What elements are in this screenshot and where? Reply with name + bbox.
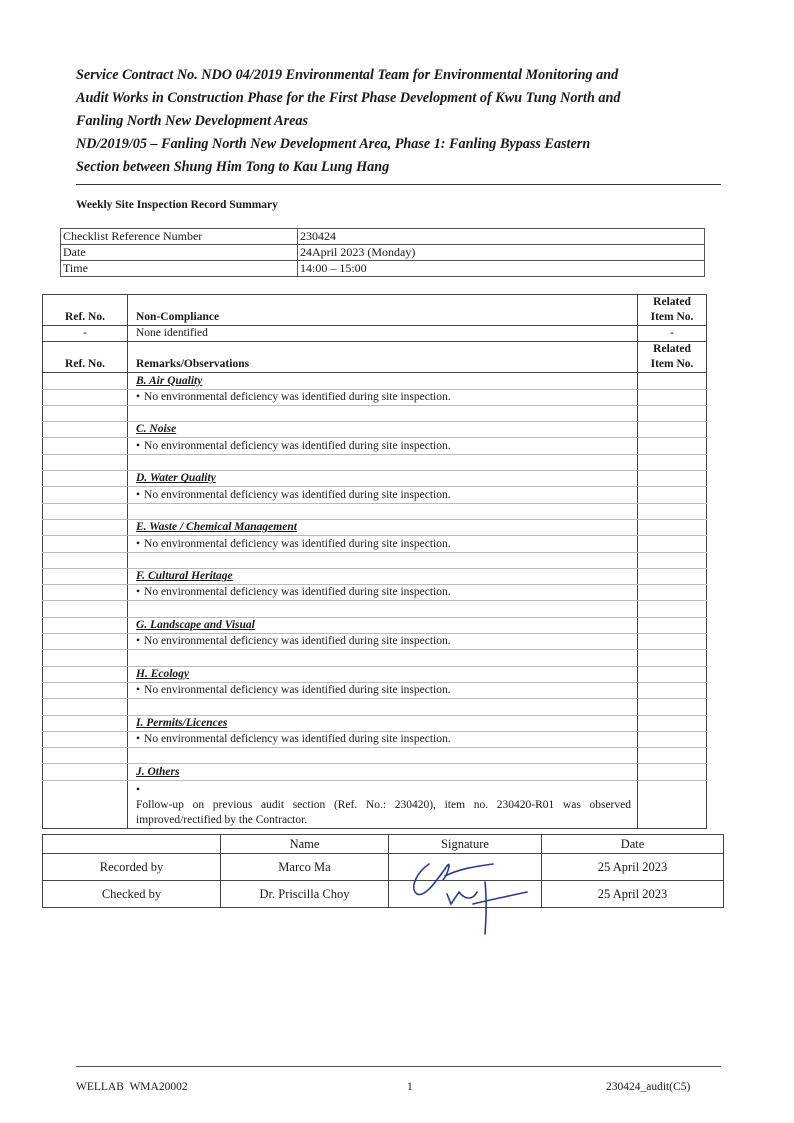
spacer-row xyxy=(43,748,707,764)
section-heading-row xyxy=(43,617,707,633)
section-item-row xyxy=(43,731,707,747)
signature-mark xyxy=(389,850,541,930)
section-heading: B. Air Quality xyxy=(136,374,203,387)
noncompliance-header-row xyxy=(43,295,707,326)
section-item-row xyxy=(43,634,707,650)
spacer-row xyxy=(43,454,707,470)
section-heading-row xyxy=(43,471,707,487)
page-number: 1 xyxy=(407,1081,413,1093)
info-label: Time xyxy=(61,261,298,277)
section-heading-row xyxy=(43,373,707,389)
section-item-row xyxy=(43,487,707,503)
section-heading: D. Water Quality xyxy=(136,472,216,485)
section-heading: I. Permits/Licences xyxy=(136,716,228,729)
section-item: No environmental deficiency was identified during site inspection. xyxy=(144,390,451,403)
title-line: ND/2019/05 – Fanling North New Development Area, Phase 1: Fanling Bypass Eastern xyxy=(76,136,591,152)
role-cell: Checked by xyxy=(43,881,221,908)
info-label: Checklist Reference Number xyxy=(61,229,298,245)
name-header: Name xyxy=(221,835,389,854)
name-cell: Marco Ma xyxy=(221,854,389,881)
noncompliance-row xyxy=(43,326,707,342)
noncompliance-text: None identified xyxy=(128,326,638,342)
inspection-info-table xyxy=(60,228,705,277)
bullet-icon: • xyxy=(136,783,141,796)
related-header-line: Item No. xyxy=(650,311,694,323)
section-item-row xyxy=(43,389,707,405)
signoff-header-row xyxy=(43,835,724,854)
name-cell: Dr. Priscilla Choy xyxy=(221,881,389,908)
ref-header: Ref. No. xyxy=(43,295,128,326)
bullet-icon: • xyxy=(136,537,141,550)
info-value: 230424 xyxy=(298,229,705,245)
section-item-row xyxy=(43,585,707,601)
section-item: No environmental deficiency was identified during site inspection. xyxy=(144,733,451,746)
section-item-row xyxy=(43,438,707,454)
section-heading-row xyxy=(43,568,707,584)
info-value: 24April 2023 (Monday) xyxy=(298,245,705,261)
date-cell: 25 April 2023 xyxy=(542,854,724,881)
footer-file-ref: 230424_audit(C5) xyxy=(606,1081,691,1093)
title-line: Fanling North New Development Areas xyxy=(76,113,309,129)
section-heading-row xyxy=(43,666,707,682)
section-heading-row xyxy=(43,764,707,780)
section-heading-row xyxy=(43,715,707,731)
info-label: Date xyxy=(61,245,298,261)
related-item-header xyxy=(638,342,707,373)
section-heading: J. Others xyxy=(136,765,180,778)
spacer-row xyxy=(43,650,707,666)
spacer-row xyxy=(43,552,707,568)
info-row xyxy=(61,261,705,277)
section-heading: H. Ecology xyxy=(136,667,190,680)
related-header-line: Item No. xyxy=(650,358,694,371)
bullet-icon: • xyxy=(136,586,141,599)
section-item: No environmental deficiency was identified during site inspection. xyxy=(144,537,451,550)
signature-header: Signature xyxy=(389,835,542,854)
title-divider xyxy=(76,184,721,185)
info-row xyxy=(61,229,705,245)
ref-cell: - xyxy=(43,326,128,342)
signoff-row xyxy=(43,881,724,908)
ref-header: Ref. No. xyxy=(43,342,128,373)
title-line: Audit Works in Construction Phase for the First Phase Development of Kwu Tung North and xyxy=(76,90,621,106)
info-value: 14:00 – 15:00 xyxy=(298,261,705,277)
noncompliance-header: Non-Compliance xyxy=(128,295,638,326)
section-item-row xyxy=(43,682,707,698)
summary-heading: Weekly Site Inspection Record Summary xyxy=(76,199,278,211)
page-title xyxy=(76,64,726,179)
section-item: No environmental deficiency was identified during site inspection. xyxy=(144,586,451,599)
date-cell: 25 April 2023 xyxy=(542,881,724,908)
bullet-icon: • xyxy=(136,439,141,452)
info-row xyxy=(61,245,705,261)
spacer-row xyxy=(43,601,707,617)
signature-cell xyxy=(389,854,542,881)
section-item: No environmental deficiency was identified during site inspection. xyxy=(144,439,451,452)
section-item: No environmental deficiency was identified during site inspection. xyxy=(144,684,451,697)
related-item-header xyxy=(638,295,707,326)
section-heading: G. Landscape and Visual xyxy=(136,619,255,632)
related-cell: - xyxy=(638,326,707,342)
title-line: Service Contract No. NDO 04/2019 Environmental Team for Environmental Monitoring and xyxy=(76,67,619,83)
bullet-icon: • xyxy=(136,635,141,648)
bullet-icon: • xyxy=(136,684,141,697)
footer-org-ref: WELLAB WMA20002 xyxy=(76,1081,188,1093)
section-heading-row xyxy=(43,519,707,535)
signoff-row xyxy=(43,854,724,881)
role-cell: Recorded by xyxy=(43,854,221,881)
spacer-row xyxy=(43,503,707,519)
section-heading-row xyxy=(43,422,707,438)
remarks-header: Remarks/Observations xyxy=(128,342,638,373)
section-item: No environmental deficiency was identified during site inspection. xyxy=(144,488,451,501)
others-item-row xyxy=(43,780,707,828)
remarks-header-row xyxy=(43,342,707,373)
section-heading: F. Cultural Heritage xyxy=(136,570,233,583)
others-item: Follow-up on previous audit section (Ref. No.: 230420), item no. 230420-R01 was observed improved/rectified by the Contractor. xyxy=(136,798,631,826)
spacer-row xyxy=(43,699,707,715)
bullet-icon: • xyxy=(136,488,141,501)
related-header-line: Related xyxy=(653,296,691,308)
findings-table xyxy=(42,294,707,829)
title-line: Section between Shung Him Tong to Kau Lung Hang xyxy=(76,159,390,175)
spacer-row xyxy=(43,405,707,421)
section-item: No environmental deficiency was identified during site inspection. xyxy=(144,635,451,648)
related-header-line: Related xyxy=(653,343,691,356)
signoff-table xyxy=(42,834,724,908)
bullet-icon: • xyxy=(136,733,141,746)
footer-divider xyxy=(76,1066,721,1067)
section-heading: E. Waste / Chemical Management xyxy=(136,521,297,534)
date-header: Date xyxy=(542,835,724,854)
bullet-icon: • xyxy=(136,390,141,403)
section-heading: C. Noise xyxy=(136,423,177,436)
section-item-row xyxy=(43,536,707,552)
